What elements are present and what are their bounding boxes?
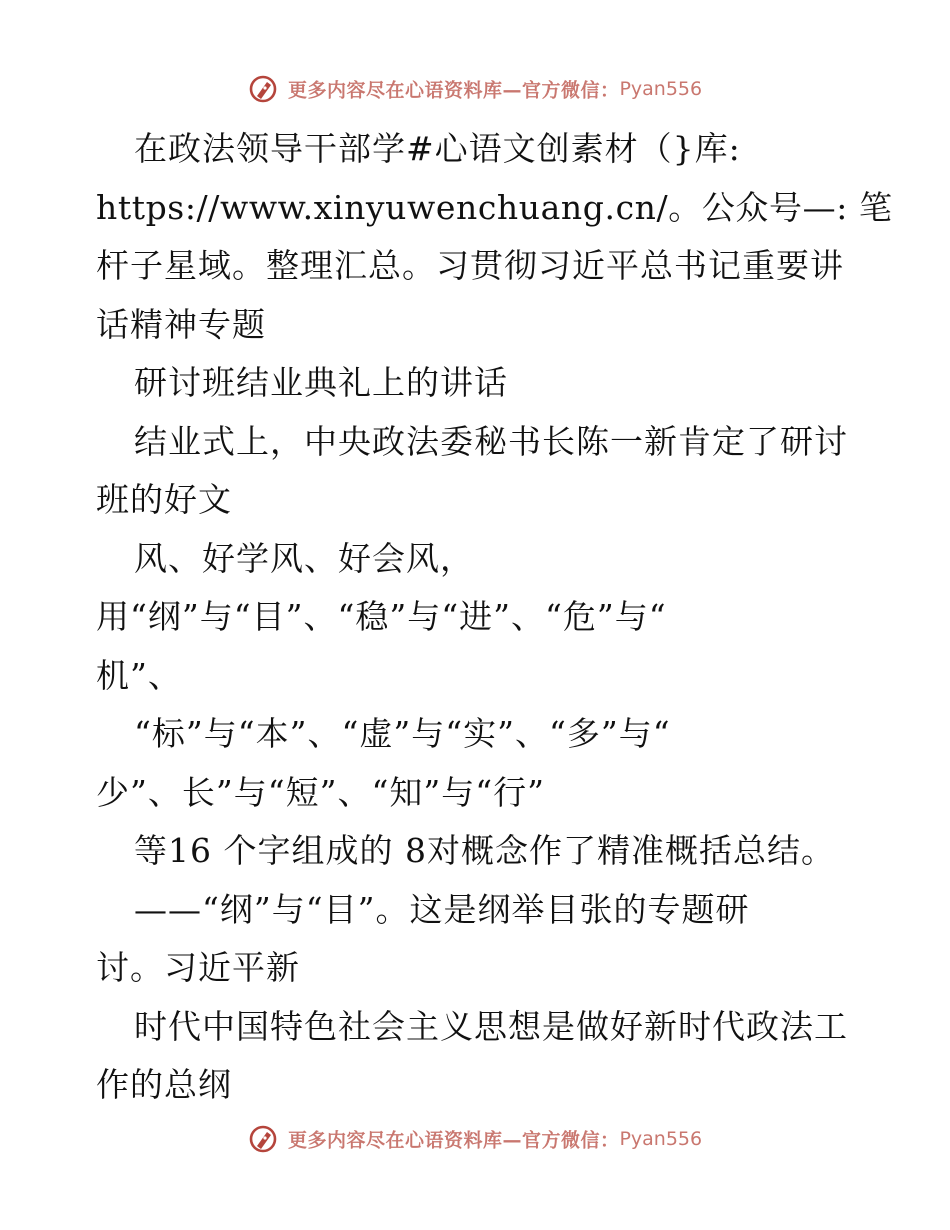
text-line: 在政法领导干部学#心语文创素材（}库:	[134, 129, 741, 168]
text-line: https://www.xinyuwenchuang.cn/。公众号—: 笔	[96, 187, 893, 227]
text-line: ——“纲”与“目”。这是纲举目张的专题研	[134, 889, 750, 929]
text-line: “标”与“本”、“虚”与“实”、“多”与“	[134, 714, 671, 753]
text-line: 作的总纲	[96, 1065, 232, 1104]
pen-nib-icon	[248, 74, 278, 104]
text-line: 用“纲”与“目”、“稳”与“进”、“危”与“	[96, 597, 667, 636]
watermark-text: 更多内容尽在心语资料库—官方微信：	[287, 79, 620, 102]
text-line: 研讨班结业典礼上的讲话	[134, 363, 508, 402]
text-line: 话精神专题	[96, 304, 266, 344]
text-line: 讨。习近平新	[96, 948, 300, 987]
header-watermark	[0, 74, 950, 104]
text-line: 等16 个字组成的 8对概念作了精准概括总结。	[134, 831, 835, 870]
text-line: 结业式上，中央政法委秘书长陈一新肯定了研讨	[134, 421, 848, 461]
text-line: 杆子星域。整理汇总。习贯彻习近平总书记重要讲	[96, 246, 844, 285]
watermark-wechat-id: Pyan556	[619, 1128, 703, 1150]
document-body	[96, 120, 893, 1115]
pen-nib-icon	[248, 1124, 278, 1154]
footer-watermark	[0, 1124, 950, 1154]
text-line: 时代中国特色社会主义思想是做好新时代政法工	[134, 1006, 848, 1046]
watermark-wechat-id: Pyan556	[619, 78, 703, 100]
text-line: 机”、	[96, 655, 182, 695]
text-line: 少”、长”与“短”、“知”与“行”	[96, 772, 545, 812]
watermark-text: 更多内容尽在心语资料库—官方微信：	[287, 1129, 620, 1152]
text-line: 班的好文	[96, 480, 232, 519]
text-line: 风、好学风、好会风，	[134, 538, 474, 578]
